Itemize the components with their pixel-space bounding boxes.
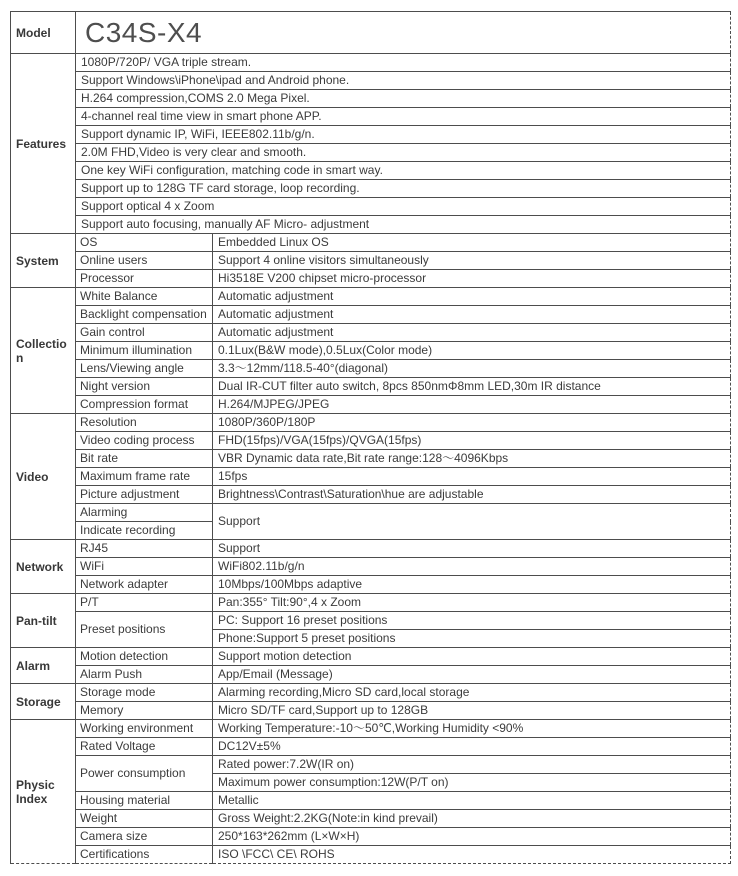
feature-row [11,108,731,126]
spec-row [11,486,731,504]
spec-row [11,234,731,252]
spec-value: App/Email (Message) [213,666,731,684]
feature-row [11,72,731,90]
spec-value: Embedded Linux OS [213,234,731,252]
spec-value: 1080P/360P/180P [213,414,731,432]
spec-row [11,684,731,702]
spec-value: Brightness\Contrast\Saturation\hue are adjustable [213,486,731,504]
spec-value: Alarming recording,Micro SD card,local storage [213,684,731,702]
section-label-alarm: Alarm [11,648,76,684]
feature-row [11,162,731,180]
spec-value: Support 4 online visitors simultaneously [213,252,731,270]
spec-label: Night version [76,378,213,396]
model-value: C34S-X4 [76,12,731,54]
feature-row [11,180,731,198]
spec-row [11,792,731,810]
spec-row [11,378,731,396]
spec-label: Certifications [76,846,213,864]
spec-row [11,324,731,342]
spec-row [11,306,731,324]
section-label-video: Video [11,414,76,540]
spec-row [11,612,731,630]
spec-row [11,576,731,594]
spec-value: Metallic [213,792,731,810]
spec-value: Phone:Support 5 preset positions [213,630,731,648]
feature-text: Support dynamic IP, WiFi, IEEE802.11b/g/n. [76,126,731,144]
spec-table [10,11,731,864]
spec-value: 3.3～12mm/118.5-40°(diagonal) [213,360,731,378]
spec-row [11,738,731,756]
spec-row [11,756,731,774]
section-label-features: Features [11,54,76,234]
feature-text: Support optical 4 x Zoom [76,198,731,216]
spec-label: Network adapter [76,576,213,594]
spec-label: Picture adjustment [76,486,213,504]
spec-value: 15fps [213,468,731,486]
spec-value: 0.1Lux(B&W mode),0.5Lux(Color mode) [213,342,731,360]
spec-value: Rated power:7.2W(IR on) [213,756,731,774]
feature-text: Support Windows\iPhone\ipad and Android phone. [76,72,731,90]
feature-row [11,216,731,234]
spec-value: Micro SD/TF card,Support up to 128GB [213,702,731,720]
spec-label: Power consumption [76,756,213,792]
feature-text: One key WiFi configuration, matching code in smart way. [76,162,731,180]
spec-label: Camera size [76,828,213,846]
spec-value: 10Mbps/100Mbps adaptive [213,576,731,594]
spec-value: VBR Dynamic data rate,Bit rate range:128～4096Kbps [213,450,731,468]
spec-label: Rated Voltage [76,738,213,756]
spec-value: Automatic adjustment [213,288,731,306]
feature-row [11,198,731,216]
section-label-network: Network [11,540,76,594]
spec-label: Bit rate [76,450,213,468]
spec-row [11,558,731,576]
spec-row [11,594,731,612]
spec-label: Compression format [76,396,213,414]
spec-value: 250*163*262mm (L×W×H) [213,828,731,846]
feature-text: H.264 compression,COMS 2.0 Mega Pixel. [76,90,731,108]
spec-label: Processor [76,270,213,288]
spec-row [11,720,731,738]
model-label: Model [11,12,76,54]
spec-value: Working Temperature:-10～50℃,Working Humidity <90% [213,720,731,738]
spec-row [11,396,731,414]
spec-row [11,846,731,864]
spec-label: Online users [76,252,213,270]
spec-row [11,504,731,522]
section-label-storage: Storage [11,684,76,720]
spec-row [11,270,731,288]
spec-value: Support motion detection [213,648,731,666]
section-label-physic-index: Physic Index [11,720,76,864]
spec-label: Minimum illumination [76,342,213,360]
spec-label: Alarming [76,504,213,522]
spec-value: FHD(15fps)/VGA(15fps)/QVGA(15fps) [213,432,731,450]
spec-value: Dual IR-CUT filter auto switch, 8pcs 850nmΦ8mm LED,30m IR distance [213,378,731,396]
feature-row [11,126,731,144]
spec-row [11,540,731,558]
spec-value: Support [213,504,731,540]
spec-row [11,702,731,720]
spec-value: Automatic adjustment [213,324,731,342]
feature-text: 2.0M FHD,Video is very clear and smooth. [76,144,731,162]
spec-row [11,810,731,828]
spec-label: Maximum frame rate [76,468,213,486]
feature-text: Support up to 128G TF card storage, loop recording. [76,180,731,198]
spec-label: Gain control [76,324,213,342]
feature-text: 1080P/720P/ VGA triple stream. [76,54,731,72]
feature-row [11,54,731,72]
spec-label: Video coding process [76,432,213,450]
spec-value: Automatic adjustment [213,306,731,324]
spec-value: Gross Weight:2.2KG(Note:in kind prevail) [213,810,731,828]
spec-label: RJ45 [76,540,213,558]
spec-value: H.264/MJPEG/JPEG [213,396,731,414]
spec-row [11,342,731,360]
spec-row [11,252,731,270]
section-label-system: System [11,234,76,288]
spec-row [11,468,731,486]
spec-value: Hi3518E V200 chipset micro-processor [213,270,731,288]
spec-label: Lens/Viewing angle [76,360,213,378]
spec-label: Indicate recording [76,522,213,540]
spec-row [11,828,731,846]
spec-label: Storage mode [76,684,213,702]
section-label-collection: Collection [11,288,76,414]
spec-label: Resolution [76,414,213,432]
spec-label: OS [76,234,213,252]
section-label-pan-tilt: Pan-tilt [11,594,76,648]
model-row [11,12,731,54]
feature-text: 4-channel real time view in smart phone APP. [76,108,731,126]
feature-text: Support auto focusing, manually AF Micro- adjustment [76,216,731,234]
spec-value: Pan:355° Tilt:90°,4 x Zoom [213,594,731,612]
spec-label: Weight [76,810,213,828]
spec-label: Working environment [76,720,213,738]
spec-row [11,666,731,684]
spec-row [11,414,731,432]
feature-row [11,144,731,162]
spec-row [11,288,731,306]
spec-value: WiFi802.11b/g/n [213,558,731,576]
spec-label: Motion detection [76,648,213,666]
spec-label: WiFi [76,558,213,576]
spec-value: ISO \FCC\ CE\ ROHS [213,846,731,864]
spec-value: PC: Support 16 preset positions [213,612,731,630]
spec-row [11,450,731,468]
spec-value: DC12V±5% [213,738,731,756]
spec-row [11,432,731,450]
spec-label: Alarm Push [76,666,213,684]
spec-label: Memory [76,702,213,720]
spec-value: Maximum power consumption:12W(P/T on) [213,774,731,792]
spec-label: White Balance [76,288,213,306]
spec-value: Support [213,540,731,558]
spec-label: P/T [76,594,213,612]
spec-row [11,648,731,666]
spec-row [11,360,731,378]
feature-row [11,90,731,108]
spec-label: Preset positions [76,612,213,648]
spec-label: Housing material [76,792,213,810]
spec-label: Backlight compensation [76,306,213,324]
